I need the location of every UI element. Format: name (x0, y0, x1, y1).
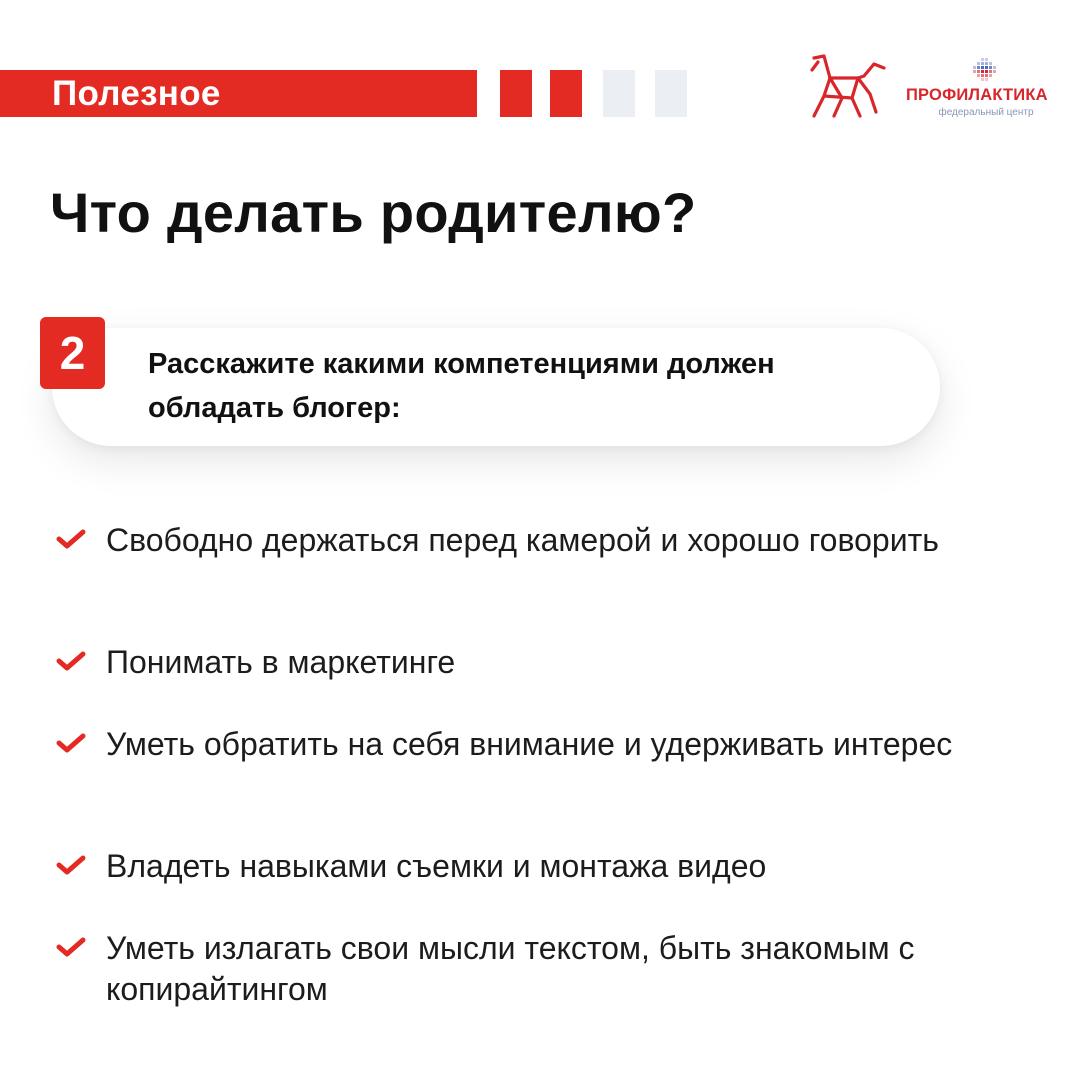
page-title: Что делать родителю? (50, 181, 697, 244)
check-icon (56, 854, 86, 876)
list-item-text: Понимать в маркетинге (106, 644, 456, 680)
list-item-text: Владеть навыками съемки и монтажа видео (106, 848, 767, 884)
category-label: Полезное (52, 74, 221, 113)
step-number-badge: 2 (40, 317, 105, 389)
list-item-text: Уметь обратить на себя внимание и удерживать интерес (106, 726, 953, 762)
check-icon (56, 732, 86, 754)
step-text: Расскажите какими компетенциями должен обладать блогер: (148, 348, 775, 424)
check-icon (56, 936, 86, 958)
check-icon (56, 528, 86, 550)
list-item-text: Уметь излагать свои мысли текстом, быть знакомым с копирайтингом (106, 930, 915, 1007)
logo-title: ПРОФИЛАКТИКА (906, 86, 1048, 104)
check-icon (56, 650, 86, 672)
list-item-text: Свободно держаться перед камерой и хорошо говорить (106, 522, 939, 558)
logo-subtitle: федеральный центр (938, 107, 1034, 118)
